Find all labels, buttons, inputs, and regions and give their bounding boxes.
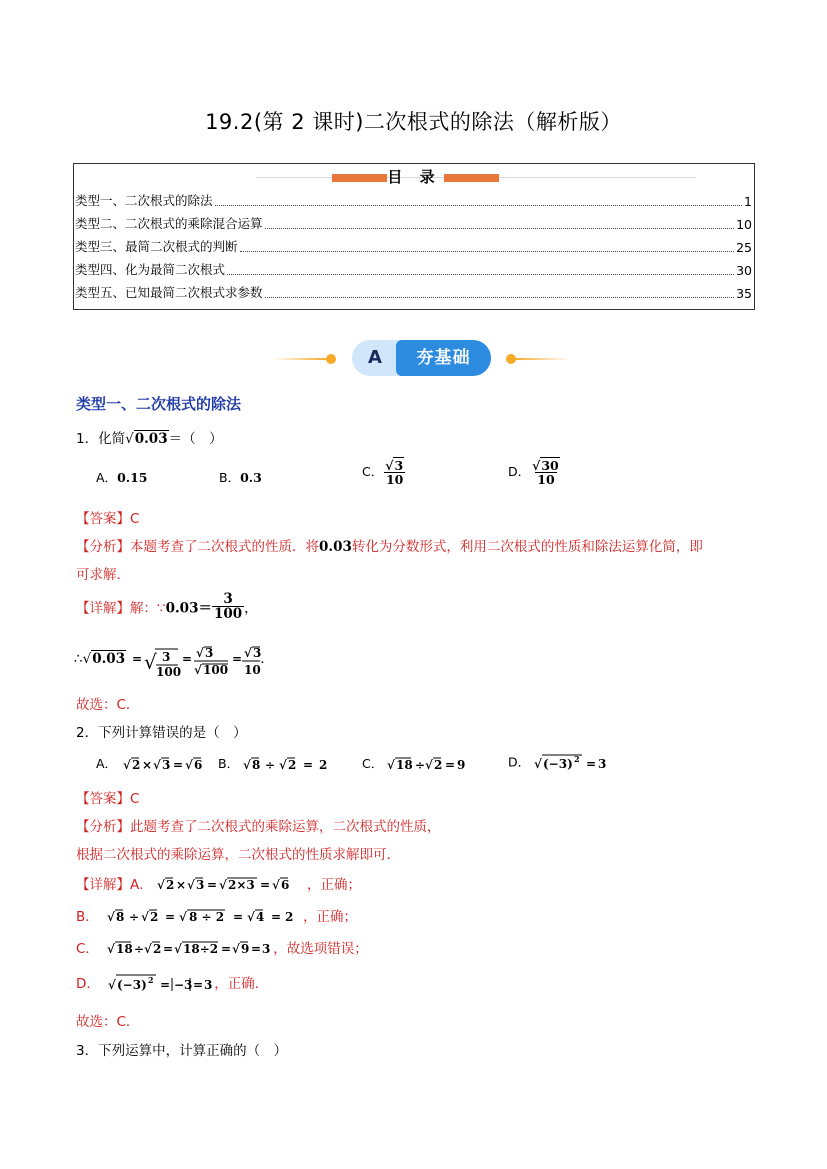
detail-tail: ，正确； [303,909,358,925]
detail-tail: ，正确； [307,877,362,893]
svg-text:√: √ [272,878,280,892]
svg-text:√: √ [425,757,434,772]
svg-text:√: √ [232,942,241,956]
sqrt-icon: √ [82,651,92,667]
analysis-tag: 【分析】 [76,819,130,835]
svg-text:3: 3 [162,650,171,664]
svg-text:10: 10 [244,663,262,677]
detail-tag: 【详解】 [76,877,130,893]
q2-analysis [76,815,441,835]
q2-choose: 故选：C． [76,1014,140,1030]
svg-text:=: = [271,910,282,924]
svg-text:8: 8 [116,910,125,924]
q1-stem [76,427,223,447]
svg-text:2: 2 [148,975,154,985]
svg-text:3: 3 [204,978,213,992]
q2-detail-d [76,972,268,996]
badge-dot-left [326,354,336,364]
q2-answer [76,787,139,807]
svg-text:√: √ [279,757,287,772]
svg-text:6: 6 [194,757,203,772]
svg-text:√: √ [144,650,158,674]
option-value: 0.3 [240,470,262,485]
option-value: 0.15 [117,470,148,485]
q2-option-c-expr [387,755,487,775]
answer-value: C [130,511,140,527]
svg-text:÷: ÷ [129,910,140,924]
svg-text:=: = [173,757,184,772]
svg-text:√: √ [534,757,543,771]
svg-text:√: √ [244,646,253,660]
svg-text:9: 9 [457,757,466,772]
q1-option-a[interactable] [96,468,148,486]
badge-line-right [514,358,569,360]
svg-text:3: 3 [162,757,171,772]
q2-detail-a-expr [157,875,307,895]
sqrt-icon: √ [125,431,134,447]
svg-text:÷: ÷ [265,757,276,772]
toc-item[interactable] [75,237,752,255]
q3-stem: 3．下列运算中，计算正确的（ ） [76,1043,288,1059]
option-numerator: 30 [541,458,559,473]
detail-denominator: 100 [213,606,243,623]
svg-text:√: √ [141,910,149,924]
detail-label: D． [76,976,100,992]
detail-text: 解：∵ [130,600,166,617]
q1-option-d[interactable] [508,459,562,486]
toc-item[interactable] [75,260,752,278]
svg-text:=: = [132,652,143,666]
option-label: B． [218,756,240,771]
detail-tail: ． [260,651,274,667]
toc-item[interactable] [75,283,752,301]
page-title: 19.2(第 2 课时)二次根式的除法（解析版） [205,110,622,134]
answer-tag: 【答案】 [76,791,130,807]
detail-tail: ， [244,600,258,617]
q1-option-b[interactable] [219,468,262,486]
toc-item-page: 25 [736,240,752,255]
badge-letter: A [356,343,394,373]
option-label: D． [508,464,531,480]
svg-text:÷: ÷ [415,757,426,772]
q1-detail-equation [130,639,260,679]
section-title: 类型一、二次根式的除法 [76,395,242,413]
svg-text:2: 2 [132,757,141,772]
analysis-text: 此题考查了二次根式的乘除运算，二次根式的性质， [130,819,441,835]
analysis-tag: 【分析】 [76,539,130,555]
q2-option-b[interactable] [218,754,333,775]
svg-text:=: = [193,978,204,992]
svg-text:√: √ [185,757,193,772]
svg-text:=: = [260,878,271,892]
q1-stem-tail: ＝（ ） [168,431,223,447]
option-denominator: 10 [537,472,555,488]
q2-detail-b-expr [103,907,303,927]
option-denominator: 10 [385,472,404,488]
detail-tag: 【详解】 [76,600,130,617]
svg-text:4: 4 [256,910,265,924]
detail-label: C． [76,941,99,957]
toc-item-label: 类型一、二次根式的除法 [75,193,213,208]
toc-leader [265,228,735,229]
svg-text:√: √ [123,757,131,772]
toc-header [74,166,754,186]
svg-text:18÷2: 18÷2 [183,942,219,956]
option-numerator: 3 [394,458,404,473]
option-label: C． [362,464,384,480]
detail-label: A． [130,877,153,893]
svg-text:=: = [163,942,174,956]
svg-text:=: = [160,978,171,992]
q2-analysis-cont: 根据二次根式的乘除运算，二次根式的性质求解即可． [76,847,400,863]
q1-detail-line1 [76,591,258,623]
q2-option-d[interactable] [508,752,624,774]
svg-text:3: 3 [253,646,262,660]
option-label: C． [362,756,384,771]
toc-item-label: 类型四、化为最简二次根式 [75,262,226,277]
svg-text:√: √ [387,757,396,772]
svg-text:2: 2 [150,910,159,924]
svg-text:18: 18 [396,757,413,772]
sqrt-icon: √ [385,458,394,473]
svg-text:=: = [207,878,218,892]
svg-text:√: √ [107,910,115,924]
analysis-number: 0.03 [319,539,352,555]
toc-item-page: 1 [744,194,752,209]
toc-item-page: 10 [736,217,752,232]
toc-leader [240,251,735,252]
toc-item-page: 30 [736,263,752,278]
svg-text:2×3: 2×3 [228,878,255,892]
option-label: D． [508,754,531,770]
q2-option-b-expr [243,755,333,775]
q1-stem-text: 1．化简 [76,431,126,447]
q2-detail-c-expr [103,939,273,959]
svg-text:(−3): (−3) [543,757,573,771]
badge-line-left [272,358,327,360]
svg-text:3: 3 [262,942,271,956]
detail-tail: ，故选项错误； [273,941,368,957]
svg-text:√: √ [194,663,203,677]
q1-analysis [76,535,703,555]
svg-text:3: 3 [196,878,205,892]
svg-text:√: √ [187,878,195,892]
q1-choose: 故选：C． [76,697,140,713]
detail-lhs: 0.03＝ [165,600,212,617]
svg-text:√: √ [144,942,153,956]
option-label: A． [96,470,118,485]
answer-tag: 【答案】 [76,511,130,527]
toc-heading: 目 录 [387,168,441,186]
toc-leader [265,297,735,298]
svg-text:6: 6 [281,878,290,892]
svg-text:=: = [232,652,243,666]
svg-text:√: √ [107,942,116,956]
svg-text:√: √ [243,757,251,772]
q1-analysis-cont: 可求解． [76,567,130,583]
detail-numerator: 3 [223,591,233,607]
toc-item-label: 类型二、二次根式的乘除混合运算 [75,216,263,231]
svg-text:×: × [142,757,153,772]
svg-text:18: 18 [116,942,133,956]
svg-text:2: 2 [319,757,328,772]
toc-item[interactable] [75,191,752,209]
analysis-text: 本题考查了二次根式的性质．将 [130,539,319,555]
detail-tail: ，正确． [214,976,269,992]
q2-option-c[interactable] [362,754,487,775]
badge-text: 夯基础 [396,340,491,376]
q2-detail-a [76,873,361,895]
svg-text:=: = [251,942,262,956]
toc-item-page: 35 [736,286,752,301]
svg-text:2: 2 [153,942,162,956]
svg-text:=: = [165,910,176,924]
q1-answer [76,507,139,527]
svg-text:=: = [182,652,193,666]
detail-label: B． [76,909,99,925]
toc-leader [215,205,743,206]
q2-stem: 2．下列计算错误的是（ ） [76,725,247,741]
svg-text:√: √ [157,878,165,892]
svg-text:9: 9 [241,942,250,956]
svg-text:2: 2 [285,910,294,924]
option-label: A． [96,756,118,771]
toc-item[interactable] [75,214,752,232]
q2-option-a[interactable] [96,754,211,775]
svg-text:√: √ [108,978,117,992]
svg-text:√: √ [174,942,183,956]
svg-text:√: √ [219,878,227,892]
toc-leader [227,274,734,275]
q2-detail-b [76,905,357,927]
svg-text:8 ÷ 2: 8 ÷ 2 [189,910,225,924]
svg-text:=: = [233,910,244,924]
therefore-symbol: ∴ [74,651,83,667]
q1-detail-line2 [74,639,274,679]
svg-text:100: 100 [203,663,229,677]
svg-text:=: = [303,757,314,772]
svg-text:=: = [445,757,456,772]
q2-option-d-expr [534,752,624,774]
answer-value: C [130,791,140,807]
svg-text:100: 100 [156,665,182,679]
option-label: B． [219,470,241,485]
svg-text:2: 2 [166,878,175,892]
analysis-text-2: 转化为分数形式，利用二次根式的性质和除法运算化简，即 [351,539,703,555]
toc-item-label: 类型五、已知最简二次根式求参数 [75,285,263,300]
q1-stem-radicand: 0.03 [134,431,168,447]
svg-text:×: × [176,878,187,892]
toc-item-label: 类型三、最简二次根式的判断 [75,239,238,254]
svg-text:(−3): (−3) [117,978,147,992]
q2-detail-c [76,937,368,959]
svg-text:√: √ [153,757,161,772]
svg-text:3: 3 [205,646,214,660]
q2-detail-d-expr [104,972,214,996]
table-of-contents [73,163,755,310]
q2-option-a-expr [121,755,211,775]
svg-text:2: 2 [288,757,297,772]
svg-text:÷: ÷ [134,942,145,956]
sqrt-icon: √ [532,458,541,473]
svg-text:2: 2 [434,757,443,772]
svg-text:2: 2 [574,754,580,764]
svg-text:√: √ [196,646,205,660]
svg-text:8: 8 [252,757,261,772]
detail-radicand: 0.03 [92,651,126,667]
q1-option-c[interactable] [362,459,406,486]
svg-text:√: √ [247,910,255,924]
svg-text:√: √ [179,910,187,924]
svg-text:=: = [221,942,232,956]
svg-text:=: = [586,757,597,771]
svg-text:−3: −3 [174,978,193,992]
svg-text:3: 3 [598,757,607,771]
